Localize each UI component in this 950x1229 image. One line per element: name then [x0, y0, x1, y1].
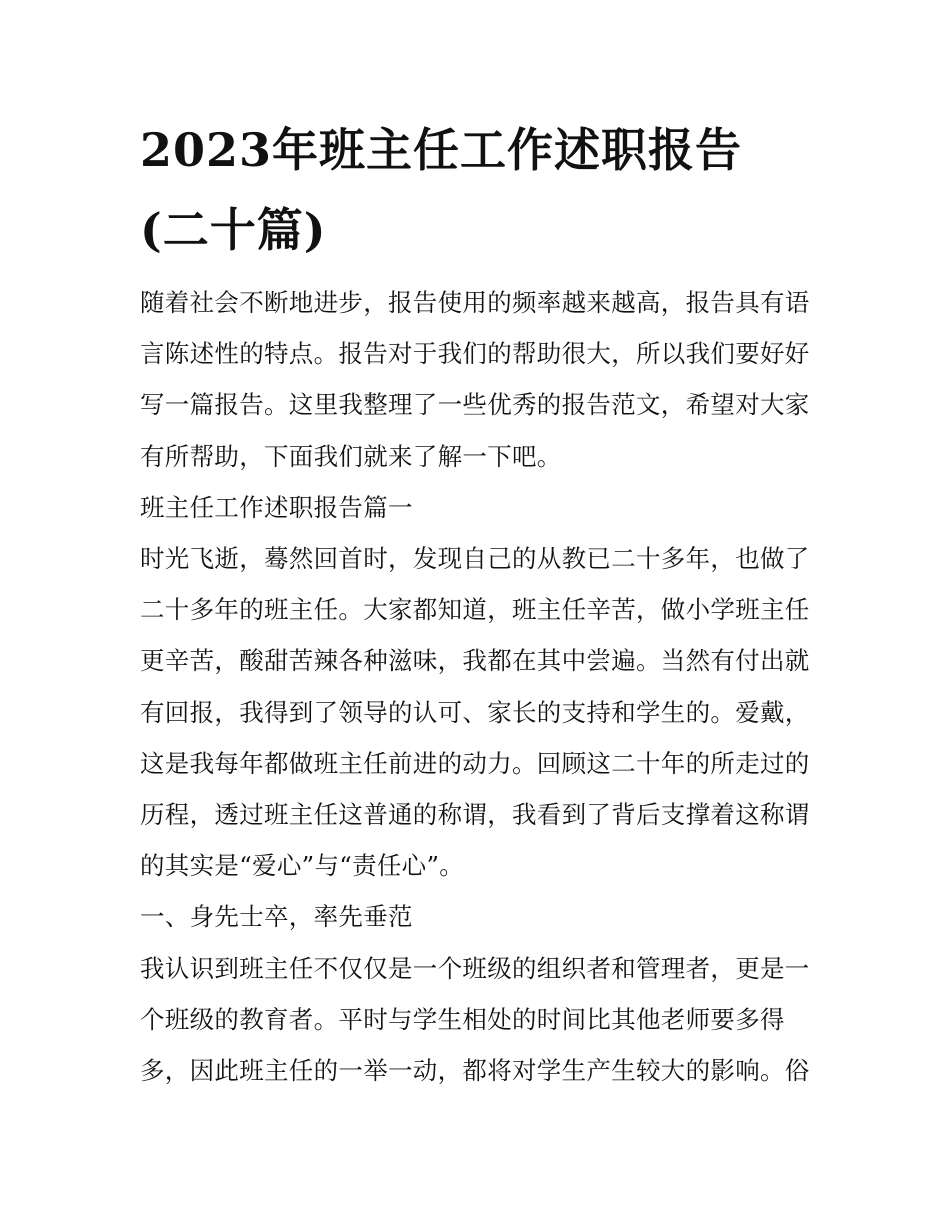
paragraph-line: 更辛苦，酸甜苦辣各种滋味，我都在其中尝遍。当然有付出就: [140, 646, 810, 676]
paragraph-line: 这是我每年都做班主任前进的动力。回顾这二十年的所走过的: [140, 748, 810, 778]
document-title: [140, 110, 820, 270]
paragraph-line: 时光飞逝，蓦然回首时，发现自己的从教已二十多年，也做了: [140, 544, 810, 574]
title-line-1: 2023年班主任工作述职报告: [140, 123, 743, 177]
title-line-2: (二十篇): [140, 203, 327, 257]
intro-line: 写一篇报告。这里我整理了一些优秀的报告范文，希望对大家: [140, 390, 810, 420]
paragraph-line: 有回报，我得到了领导的认可、家长的支持和学生的。爱戴，: [140, 697, 810, 727]
paragraph-line: 二十多年的班主任。大家都知道，班主任辛苦，做小学班主任: [140, 595, 810, 625]
paragraph-line: 个班级的教育者。平时与学生相处的时间比其他老师要多得: [140, 1004, 785, 1034]
intro-line: 言陈述性的特点。报告对于我们的帮助很大，所以我们要好好: [140, 339, 810, 369]
intro-line: 有所帮助，下面我们就来了解一下吧。: [140, 441, 562, 471]
paragraph-line: 的其实是“爱心”与“责任心”。: [140, 851, 465, 881]
section-heading-1: 班主任工作述职报告篇一: [140, 492, 413, 522]
paragraph-line: 多，因此班主任的一举一动，都将对学生产生较大的影响。俗: [140, 1056, 810, 1086]
subheading-1: 一、身先士卒，率先垂范: [140, 902, 413, 932]
paragraph-line: 历程，透过班主任这普通的称谓，我看到了背后支撑着这称谓: [140, 800, 810, 830]
paragraph-line: 我认识到班主任不仅仅是一个班级的组织者和管理者，更是一: [140, 953, 810, 983]
intro-line: 随着社会不断地进步，报告使用的频率越来越高，报告具有语: [140, 288, 810, 317]
document-body: [140, 277, 812, 1096]
